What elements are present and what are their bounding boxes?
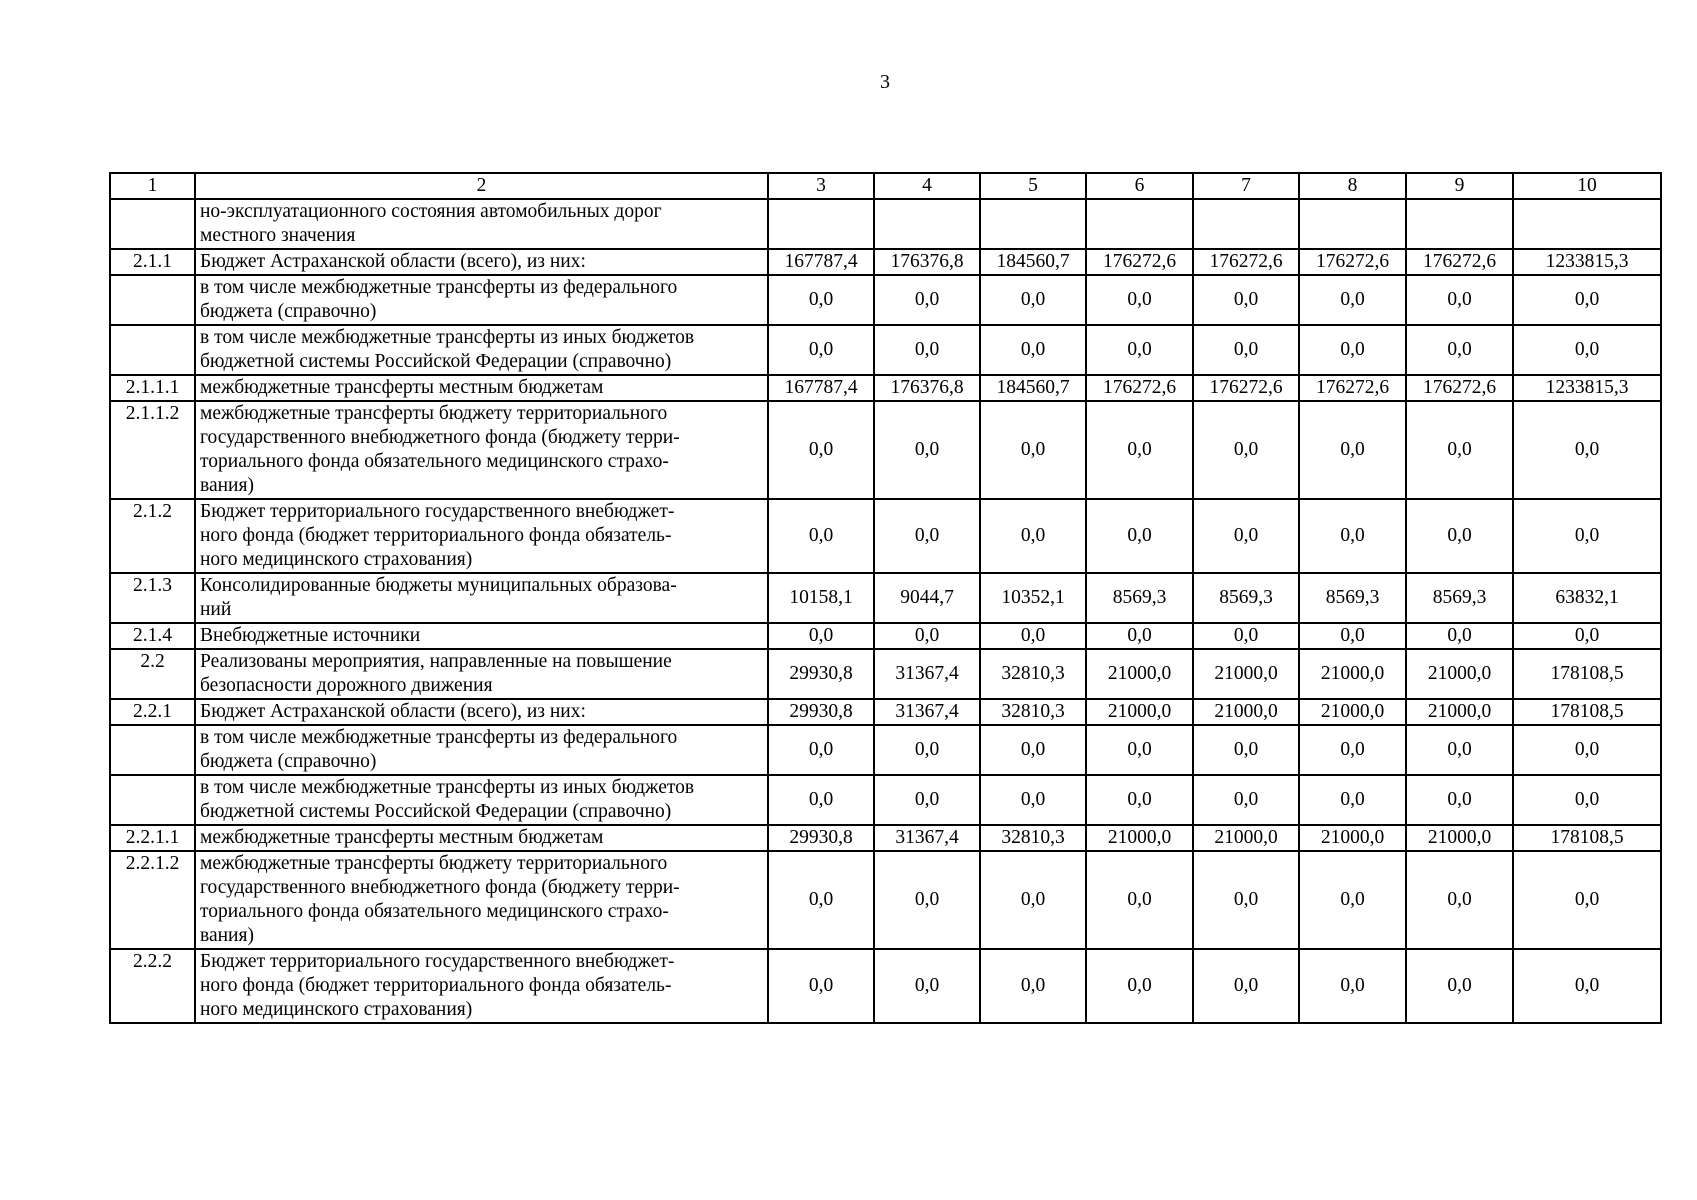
row-number bbox=[110, 275, 195, 325]
value-cell: 0,0 bbox=[768, 275, 874, 325]
value-cell: 63832,1 bbox=[1513, 573, 1661, 623]
value-cell: 0,0 bbox=[1406, 725, 1513, 775]
value-cell: 0,0 bbox=[1086, 775, 1193, 825]
value-cell: 0,0 bbox=[874, 623, 980, 649]
description-line: в том числе межбюджетные трансферты из иных бюджетов bbox=[200, 777, 695, 798]
value-cell: 0,0 bbox=[1193, 775, 1299, 825]
value-cell: 0,0 bbox=[1513, 851, 1661, 949]
value-cell: 176376,8 bbox=[874, 249, 980, 275]
row-number: 2.1.1 bbox=[110, 249, 195, 275]
value-cell: 0,0 bbox=[980, 623, 1086, 649]
value-cell: 21000,0 bbox=[1299, 699, 1406, 725]
value-cell: 29930,8 bbox=[768, 699, 874, 725]
value-cell: 0,0 bbox=[1406, 401, 1513, 499]
value-cell: 29930,8 bbox=[768, 825, 874, 851]
value-cell: 0,0 bbox=[1193, 275, 1299, 325]
row-description bbox=[195, 573, 768, 623]
value-cell: 0,0 bbox=[1193, 949, 1299, 1023]
value-cell: 0,0 bbox=[980, 725, 1086, 775]
row-number: 2.2.1.2 bbox=[110, 851, 195, 949]
value-cell: 0,0 bbox=[980, 851, 1086, 949]
column-header: 6 bbox=[1086, 173, 1193, 199]
value-cell: 0,0 bbox=[980, 401, 1086, 499]
description-line: ного медицинского страхования) bbox=[200, 549, 473, 570]
value-cell: 167787,4 bbox=[768, 375, 874, 401]
value-cell: 0,0 bbox=[980, 949, 1086, 1023]
value-cell: 0,0 bbox=[1193, 725, 1299, 775]
value-cell: 0,0 bbox=[1086, 623, 1193, 649]
value-cell: 0,0 bbox=[874, 775, 980, 825]
value-cell: 21000,0 bbox=[1406, 825, 1513, 851]
value-cell: 10352,1 bbox=[980, 573, 1086, 623]
row-description bbox=[195, 375, 768, 401]
value-cell: 184560,7 bbox=[980, 249, 1086, 275]
value-cell: 21000,0 bbox=[1086, 649, 1193, 699]
column-header: 5 bbox=[980, 173, 1086, 199]
table-row bbox=[110, 699, 1661, 725]
column-header: 8 bbox=[1299, 173, 1406, 199]
description-line: в том числе межбюджетные трансферты из иных бюджетов bbox=[200, 327, 695, 348]
row-number: 2.1.1.1 bbox=[110, 375, 195, 401]
row-number: 2.2.1 bbox=[110, 699, 195, 725]
description-line: ториального фонда обязательного медицинского страхо- bbox=[200, 901, 669, 922]
budget-table bbox=[109, 172, 1662, 1024]
description-line: вания) bbox=[200, 475, 254, 496]
row-number: 2.2.2 bbox=[110, 949, 195, 1023]
column-header: 3 bbox=[768, 173, 874, 199]
row-number: 2.1.2 bbox=[110, 499, 195, 573]
description-line: бюджетной системы Российской Федерации (справочно) bbox=[200, 801, 672, 822]
value-cell: 0,0 bbox=[1193, 401, 1299, 499]
value-cell: 0,0 bbox=[768, 499, 874, 573]
value-cell: 0,0 bbox=[1086, 725, 1193, 775]
description-line: безопасности дорожного движения bbox=[200, 675, 493, 696]
value-cell: 0,0 bbox=[1406, 775, 1513, 825]
row-description bbox=[195, 949, 768, 1023]
value-cell: 0,0 bbox=[1513, 623, 1661, 649]
value-cell: 0,0 bbox=[1513, 499, 1661, 573]
value-cell: 0,0 bbox=[1513, 325, 1661, 375]
value-cell: 176272,6 bbox=[1406, 375, 1513, 401]
row-number: 2.2 bbox=[110, 649, 195, 699]
description-line: ний bbox=[200, 599, 232, 620]
table-body bbox=[110, 199, 1661, 1023]
value-cell: 176272,6 bbox=[1086, 249, 1193, 275]
table-row bbox=[110, 775, 1661, 825]
description-line: вания) bbox=[200, 925, 254, 946]
description-line: в том числе межбюджетные трансферты из федерального bbox=[200, 277, 678, 298]
value-cell: 0,0 bbox=[1086, 499, 1193, 573]
value-cell: 178108,5 bbox=[1513, 699, 1661, 725]
column-header: 4 bbox=[874, 173, 980, 199]
table-row bbox=[110, 649, 1661, 699]
value-cell: 0,0 bbox=[1086, 949, 1193, 1023]
value-cell: 0,0 bbox=[874, 725, 980, 775]
description-line: межбюджетные трансферты местным бюджетам bbox=[200, 827, 604, 848]
column-header: 7 bbox=[1193, 173, 1299, 199]
table-row bbox=[110, 949, 1661, 1023]
value-cell: 0,0 bbox=[874, 275, 980, 325]
value-cell: 31367,4 bbox=[874, 699, 980, 725]
value-cell: 0,0 bbox=[1513, 725, 1661, 775]
value-cell: 0,0 bbox=[980, 775, 1086, 825]
column-header: 10 bbox=[1513, 173, 1661, 199]
table-row bbox=[110, 573, 1661, 623]
value-cell: 0,0 bbox=[1193, 499, 1299, 573]
value-cell: 0,0 bbox=[1193, 325, 1299, 375]
description-line: бюджетной системы Российской Федерации (справочно) bbox=[200, 351, 672, 372]
value-cell: 1233815,3 bbox=[1513, 249, 1661, 275]
value-cell: 21000,0 bbox=[1086, 699, 1193, 725]
value-cell: 0,0 bbox=[768, 949, 874, 1023]
value-cell: 8569,3 bbox=[1193, 573, 1299, 623]
value-cell bbox=[1299, 199, 1406, 249]
row-number: 2.1.1.2 bbox=[110, 401, 195, 499]
description-line: ного фонда (бюджет территориального фонда обязатель- bbox=[200, 525, 672, 546]
value-cell: 32810,3 bbox=[980, 699, 1086, 725]
value-cell: 0,0 bbox=[768, 725, 874, 775]
value-cell: 0,0 bbox=[1406, 325, 1513, 375]
value-cell: 0,0 bbox=[874, 325, 980, 375]
value-cell: 0,0 bbox=[980, 499, 1086, 573]
value-cell: 0,0 bbox=[874, 851, 980, 949]
value-cell: 176272,6 bbox=[1299, 375, 1406, 401]
value-cell bbox=[1193, 199, 1299, 249]
value-cell: 178108,5 bbox=[1513, 649, 1661, 699]
value-cell: 9044,7 bbox=[874, 573, 980, 623]
description-line: государственного внебюджетного фонда (бюджету терри- bbox=[200, 427, 680, 448]
description-line: Консолидированные бюджеты муниципальных образова- bbox=[200, 575, 677, 596]
value-cell: 31367,4 bbox=[874, 649, 980, 699]
column-header: 1 bbox=[110, 173, 195, 199]
value-cell bbox=[1513, 199, 1661, 249]
value-cell: 21000,0 bbox=[1299, 825, 1406, 851]
value-cell: 21000,0 bbox=[1193, 649, 1299, 699]
description-line: ного медицинского страхования) bbox=[200, 999, 473, 1020]
description-line: ториального фонда обязательного медицинского страхо- bbox=[200, 451, 669, 472]
value-cell: 21000,0 bbox=[1193, 699, 1299, 725]
value-cell: 8569,3 bbox=[1086, 573, 1193, 623]
value-cell: 21000,0 bbox=[1193, 825, 1299, 851]
column-header: 9 bbox=[1406, 173, 1513, 199]
row-description bbox=[195, 499, 768, 573]
table-header-row bbox=[110, 173, 1661, 199]
description-line: Бюджет Астраханской области (всего), из них: bbox=[200, 701, 586, 722]
value-cell: 0,0 bbox=[768, 401, 874, 499]
value-cell: 0,0 bbox=[1513, 949, 1661, 1023]
value-cell: 0,0 bbox=[1299, 275, 1406, 325]
value-cell: 21000,0 bbox=[1406, 699, 1513, 725]
row-number bbox=[110, 775, 195, 825]
value-cell: 176272,6 bbox=[1299, 249, 1406, 275]
value-cell: 0,0 bbox=[1299, 949, 1406, 1023]
description-line: межбюджетные трансферты бюджету территориального bbox=[200, 853, 668, 874]
value-cell: 0,0 bbox=[1406, 499, 1513, 573]
row-description bbox=[195, 699, 768, 725]
value-cell: 0,0 bbox=[1513, 275, 1661, 325]
row-number: 2.1.4 bbox=[110, 623, 195, 649]
value-cell: 0,0 bbox=[1193, 623, 1299, 649]
row-number bbox=[110, 199, 195, 249]
page-number: 3 bbox=[880, 71, 890, 93]
value-cell bbox=[874, 199, 980, 249]
value-cell bbox=[768, 199, 874, 249]
value-cell: 0,0 bbox=[1299, 499, 1406, 573]
value-cell: 0,0 bbox=[768, 623, 874, 649]
row-description bbox=[195, 249, 768, 275]
table-row bbox=[110, 249, 1661, 275]
value-cell: 184560,7 bbox=[980, 375, 1086, 401]
column-header: 2 bbox=[195, 173, 768, 199]
row-number bbox=[110, 325, 195, 375]
description-line: государственного внебюджетного фонда (бюджету терри- bbox=[200, 877, 680, 898]
value-cell: 0,0 bbox=[1513, 775, 1661, 825]
row-description bbox=[195, 851, 768, 949]
row-number: 2.1.3 bbox=[110, 573, 195, 623]
value-cell: 0,0 bbox=[1193, 851, 1299, 949]
value-cell: 0,0 bbox=[1299, 401, 1406, 499]
value-cell: 0,0 bbox=[1299, 725, 1406, 775]
value-cell: 0,0 bbox=[874, 401, 980, 499]
value-cell: 0,0 bbox=[980, 325, 1086, 375]
value-cell: 8569,3 bbox=[1299, 573, 1406, 623]
description-line: местного значения bbox=[200, 225, 356, 246]
row-description bbox=[195, 725, 768, 775]
value-cell: 10158,1 bbox=[768, 573, 874, 623]
value-cell: 0,0 bbox=[768, 325, 874, 375]
value-cell: 0,0 bbox=[1406, 949, 1513, 1023]
description-line: но-эксплуатационного состояния автомобильных дорог bbox=[200, 201, 662, 222]
table-row bbox=[110, 851, 1661, 949]
description-line: Бюджет территориального государственного внебюджет- bbox=[200, 501, 675, 522]
row-description bbox=[195, 775, 768, 825]
value-cell: 0,0 bbox=[1086, 325, 1193, 375]
description-line: Бюджет Астраханской области (всего), из них: bbox=[200, 251, 586, 272]
description-line: Реализованы мероприятия, направленные на повышение bbox=[200, 651, 672, 672]
table-row bbox=[110, 725, 1661, 775]
row-description bbox=[195, 199, 768, 249]
row-description bbox=[195, 825, 768, 851]
table-row bbox=[110, 375, 1661, 401]
row-description bbox=[195, 649, 768, 699]
value-cell: 1233815,3 bbox=[1513, 375, 1661, 401]
value-cell: 176272,6 bbox=[1406, 249, 1513, 275]
value-cell: 176272,6 bbox=[1193, 375, 1299, 401]
value-cell: 21000,0 bbox=[1299, 649, 1406, 699]
value-cell: 21000,0 bbox=[1086, 825, 1193, 851]
value-cell: 0,0 bbox=[1406, 623, 1513, 649]
table-row bbox=[110, 275, 1661, 325]
value-cell: 178108,5 bbox=[1513, 825, 1661, 851]
row-description bbox=[195, 325, 768, 375]
table-row bbox=[110, 199, 1661, 249]
value-cell: 0,0 bbox=[768, 851, 874, 949]
value-cell bbox=[1406, 199, 1513, 249]
value-cell: 0,0 bbox=[768, 775, 874, 825]
value-cell: 8569,3 bbox=[1406, 573, 1513, 623]
description-line: в том числе межбюджетные трансферты из федерального bbox=[200, 727, 678, 748]
value-cell: 32810,3 bbox=[980, 649, 1086, 699]
value-cell: 0,0 bbox=[1299, 851, 1406, 949]
description-line: межбюджетные трансферты местным бюджетам bbox=[200, 377, 604, 398]
description-line: межбюджетные трансферты бюджету территориального bbox=[200, 403, 668, 424]
value-cell: 0,0 bbox=[980, 275, 1086, 325]
value-cell: 167787,4 bbox=[768, 249, 874, 275]
description-line: Внебюджетные источники bbox=[200, 625, 421, 646]
row-number bbox=[110, 725, 195, 775]
row-number: 2.2.1.1 bbox=[110, 825, 195, 851]
value-cell: 29930,8 bbox=[768, 649, 874, 699]
value-cell: 0,0 bbox=[874, 499, 980, 573]
value-cell: 0,0 bbox=[1299, 775, 1406, 825]
value-cell: 176272,6 bbox=[1193, 249, 1299, 275]
value-cell: 0,0 bbox=[1086, 401, 1193, 499]
description-line: бюджета (справочно) bbox=[200, 751, 377, 772]
value-cell: 0,0 bbox=[1513, 401, 1661, 499]
value-cell bbox=[1086, 199, 1193, 249]
value-cell: 0,0 bbox=[874, 949, 980, 1023]
description-line: бюджета (справочно) bbox=[200, 301, 377, 322]
table-row bbox=[110, 401, 1661, 499]
row-description bbox=[195, 401, 768, 499]
value-cell bbox=[980, 199, 1086, 249]
row-description bbox=[195, 275, 768, 325]
value-cell: 0,0 bbox=[1299, 623, 1406, 649]
row-description bbox=[195, 623, 768, 649]
value-cell: 0,0 bbox=[1406, 275, 1513, 325]
value-cell: 176376,8 bbox=[874, 375, 980, 401]
value-cell: 176272,6 bbox=[1086, 375, 1193, 401]
value-cell: 0,0 bbox=[1299, 325, 1406, 375]
table-row bbox=[110, 499, 1661, 573]
value-cell: 32810,3 bbox=[980, 825, 1086, 851]
table-row bbox=[110, 325, 1661, 375]
description-line: ного фонда (бюджет территориального фонда обязатель- bbox=[200, 975, 672, 996]
table-row bbox=[110, 623, 1661, 649]
value-cell: 31367,4 bbox=[874, 825, 980, 851]
value-cell: 21000,0 bbox=[1406, 649, 1513, 699]
value-cell: 0,0 bbox=[1086, 275, 1193, 325]
table-row bbox=[110, 825, 1661, 851]
description-line: Бюджет территориального государственного внебюджет- bbox=[200, 951, 675, 972]
value-cell: 0,0 bbox=[1406, 851, 1513, 949]
value-cell: 0,0 bbox=[1086, 851, 1193, 949]
